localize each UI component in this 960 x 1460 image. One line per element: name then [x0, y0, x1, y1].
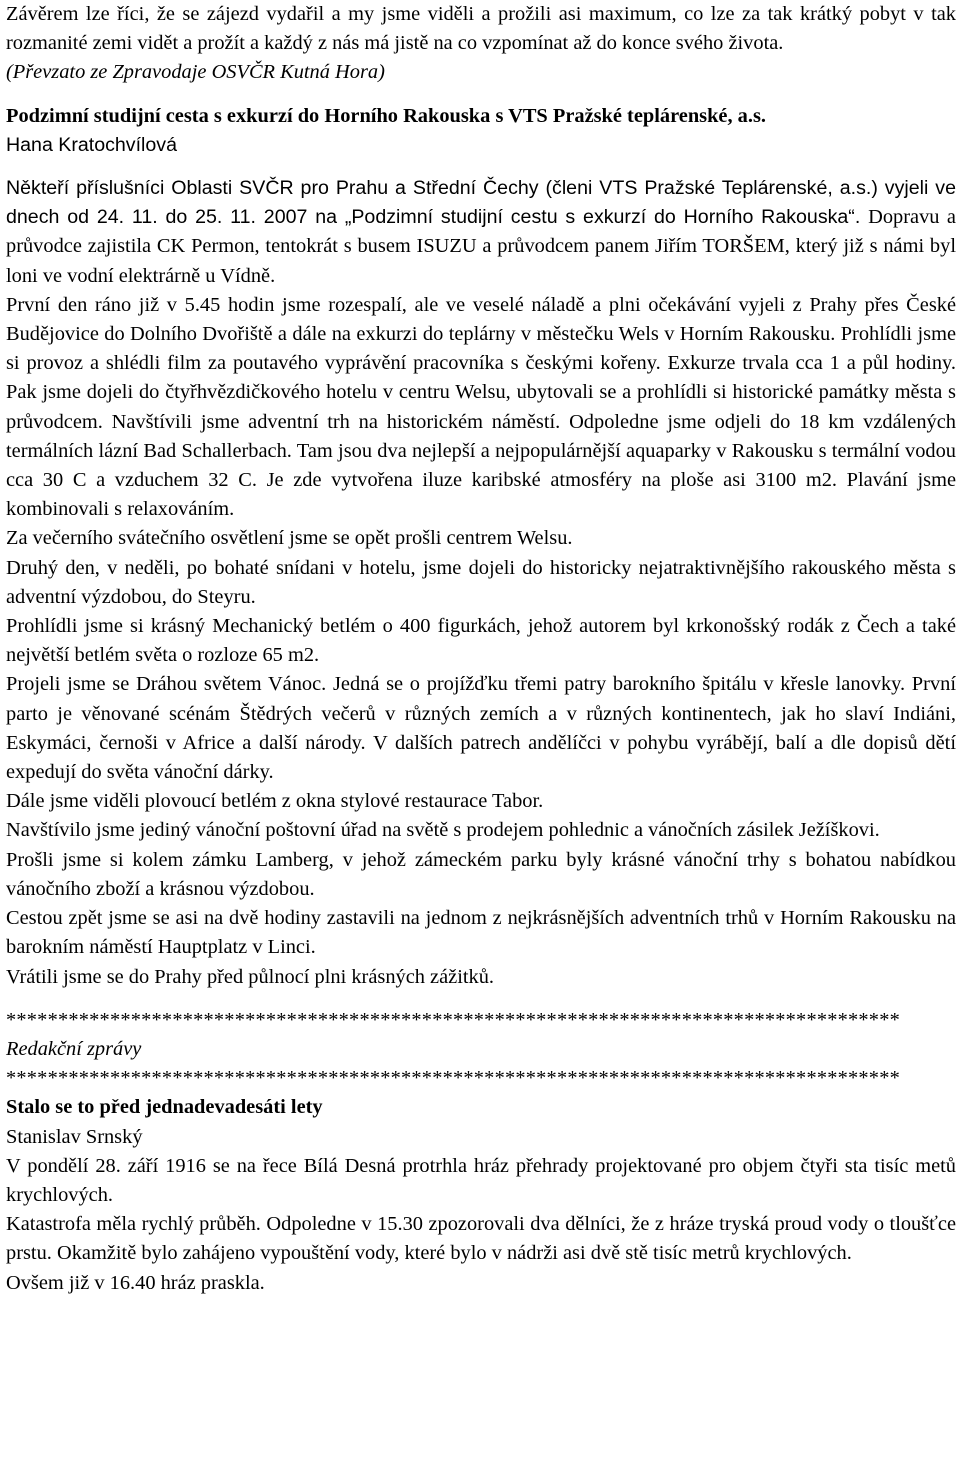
separator-line: **************************************************************************************	[6, 1008, 900, 1031]
news-title: Stalo se to před jednadevadesáti lety	[6, 1096, 323, 1119]
article-paragraph: Navštívilo jsme jediný vánoční poštovní úřad na světě s prodejem pohlednic a vánočních zásilek Ježíškovi.	[6, 819, 880, 842]
article-paragraph: První den ráno již v 5.45 hodin jsme rozespalí, ale ve veselé náladě a plni očekávání vyjeli z Prahy přes České Budějovice do Dolního Dvořiště a dále na exkurzi do teplárny v městečku Wels v Horním Rakousku. Prohlídli jsme si provoz a shlédli film za poutavého vyprávění pracovníka s českými kořeny. Exkurze trvala cca 1 a půl hodiny. Pak jsme dojeli do čtyřhvězdičkového hotelu v centru Welsu, ubytovali se a prohlídli si historické památky města s průvodcem. Navštívili jsme adventní trh na historickém náměstí. Odpoledne jsme odjeli do 18 km vzdálených termálních lázní Bad Schallerbach. Tam jsou dva nejlepší a nejpopulárnější aquaparky v Rakousku s termální vodou cca 30 C a vzduchem 32 C. Je zde vytvořena iluze karibské atmosféry na ploše asi 3100 m2. Plavání jsme kombinovali s relaxováním.	[6, 293, 956, 521]
news-paragraph: Ovšem již v 16.40 hráz praskla.	[6, 1271, 265, 1294]
article-paragraph: Vrátili jsme se do Prahy před půlnocí plni krásných zážitků.	[6, 965, 495, 988]
news-paragraph: V pondělí 28. září 1916 se na řece Bílá Desná protrhla hráz přehrady projektované pro objem čtyři sta tisíc metů krychlových.	[6, 1154, 956, 1206]
section-heading: Redakční zprávy	[6, 1037, 142, 1060]
article-paragraph: Projeli jsme se Dráhou světem Vánoc. Jedná se o projížďku třemi patry barokního špitálu v křesle lanovky. První parto je věnované scénám Štědrých večerů v různých zemích a v různých kontinentech, jak ho slaví Indiáni, Eskymáci, černoši v Africe a další národy. V dalších patrech andělíčci v pohybu vyrábějí, balí a dle dopisů dětí expedují do světa vánoční dárky.	[6, 673, 956, 784]
article-paragraph: Dopravu a průvodce zajistila CK Permon, tentokrát s busem ISUZU a průvodcem panem Jiřím TORŠEM, který již s námi byl loni ve vodní elektrárně u Vídně.	[6, 206, 956, 287]
article-paragraph: Za večerního svátečního osvětlení jsme se opět prošli centrem Welsu.	[6, 527, 573, 550]
separator-line: **************************************************************************************	[6, 1067, 900, 1090]
article-paragraph: Prošli jsme si kolem zámku Lamberg, v jehož zámeckém parku byly krásné vánoční trhy s bohatou nabídkou vánočního zboží a krásnou výzdobou.	[6, 848, 956, 900]
news-author: Stanislav Srnský	[6, 1125, 143, 1148]
lead-text: Někteří příslušníci Oblasti SVČR pro Prahu a Střední Čechy (členi VTS Pražské Teplárenské, a.s.) vyjeli ve dnech od 24. 11. do 25. 11. 2007 na „Podzimní studijní cestu s exkurzí do Horního Rakouska“.	[6, 177, 956, 229]
closing-paragraph: Závěrem lze říci, že se zájezd vydařil a my jsme viděli a prožili asi maximum, co lze za tak krátký pobyt v tak rozmanité zemi vidět a prožít a každý z nás má jistě na co vzpomínat až do konce svého života.	[6, 3, 956, 55]
article-paragraph: Druhý den, v neděli, po bohaté snídani v hotelu, jsme dojeli do historicky nejatraktivnějšího rakouského města s adventní výzdobou, do Steyru.	[6, 556, 956, 608]
article-paragraph: Prohlídli jsme si krásný Mechanický betlém o 400 figurkách, jehož autorem byl krkonošský rodák z Čech a také největší betlém světa o rozloze 65 m2.	[6, 615, 956, 667]
article-author: Hana Kratochvílová	[6, 133, 177, 156]
article-title: Podzimní studijní cesta s exkurzí do Horního Rakouska s VTS Pražské teplárenské, a.s.	[6, 104, 767, 127]
news-paragraph: Katastrofa měla rychlý průběh. Odpoledne v 15.30 zpozorovali dva dělníci, že z hráze tryská proud vody o tloušťce prstu. Okamžitě bylo zahájeno vypouštění vody, které bylo v nádrži asi dvě stě tisíc metrů krychlových.	[6, 1213, 956, 1265]
article-lead	[6, 174, 956, 291]
article-paragraph: Cestou zpět jsme se asi na dvě hodiny zastavili na jednom z nejkrásnějších adventních trhů v Horním Rakousku na barokním náměstí Hauptplatz v Linci.	[6, 907, 956, 959]
source-note: (Převzato ze Zpravodaje OSVČR Kutná Hora)	[6, 61, 385, 84]
document-page	[6, 0, 956, 1298]
article-paragraph: Dále jsme viděli plovoucí betlém z okna stylové restaurace Tabor.	[6, 790, 544, 813]
